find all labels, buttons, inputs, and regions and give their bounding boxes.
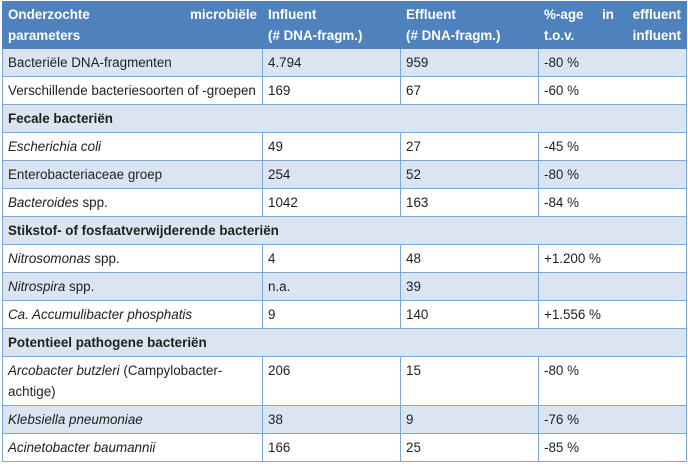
row-influent: 49: [263, 133, 401, 161]
row-percentage: -80 %: [539, 49, 687, 77]
row-influent: 9: [263, 301, 401, 329]
row-effluent: 48: [401, 245, 539, 273]
row-influent: 169: [263, 77, 401, 105]
row-effluent: 9: [401, 406, 539, 434]
table-row: [3, 301, 687, 329]
row-influent: n.a.: [263, 273, 401, 301]
row-percentage: -80 %: [539, 357, 687, 406]
row-influent: 166: [263, 434, 401, 462]
row-effluent: 52: [401, 161, 539, 189]
header-percentage: %-age in effluent t.o.v. influent: [539, 2, 687, 49]
section-title: Potentieel pathogene bacteriën: [3, 329, 687, 357]
table-row: [3, 273, 687, 301]
row-influent: 4: [263, 245, 401, 273]
row-effluent: 39: [401, 273, 539, 301]
row-effluent: 25: [401, 434, 539, 462]
row-name: Verschillende bacteriesoorten of -groepen: [3, 77, 263, 105]
row-effluent: 67: [401, 77, 539, 105]
table-row: [3, 245, 687, 273]
table-row: [3, 406, 687, 434]
table-row: [3, 161, 687, 189]
row-effluent: 959: [401, 49, 539, 77]
table-row: [3, 434, 687, 462]
row-name: Klebsiella pneumoniae: [3, 406, 263, 434]
row-percentage: -76 %: [539, 406, 687, 434]
row-effluent: 163: [401, 189, 539, 217]
row-percentage: -80 %: [539, 161, 687, 189]
row-percentage: +1.200 %: [539, 245, 687, 273]
header-parameters: Onderzochte microbiële parameters: [3, 2, 263, 49]
row-percentage: -85 %: [539, 434, 687, 462]
table-row: [3, 77, 687, 105]
header-row: [3, 2, 687, 49]
section-title: Fecale bacteriën: [3, 105, 687, 133]
row-name: Bacteroides spp.: [3, 189, 263, 217]
table-row: [3, 357, 687, 406]
row-influent: 4.794: [263, 49, 401, 77]
row-name: Bacteriële DNA-fragmenten: [3, 49, 263, 77]
table-row: [3, 49, 687, 77]
row-name: Nitrosomonas spp.: [3, 245, 263, 273]
row-percentage: [539, 273, 687, 301]
section-row: [3, 105, 687, 133]
row-name: Escherichia coli: [3, 133, 263, 161]
row-influent: 254: [263, 161, 401, 189]
row-name: Acinetobacter baumannii: [3, 434, 263, 462]
row-name: Nitrospira spp.: [3, 273, 263, 301]
row-effluent: 27: [401, 133, 539, 161]
row-influent: 206: [263, 357, 401, 406]
table-row: [3, 133, 687, 161]
section-row: [3, 329, 687, 357]
table-row: [3, 189, 687, 217]
section-title: Stikstof- of fosfaatverwijderende bacteriën: [3, 217, 687, 245]
row-name: Enterobacteriaceae groep: [3, 161, 263, 189]
row-name: Ca. Accumulibacter phosphatis: [3, 301, 263, 329]
row-percentage: +1.556 %: [539, 301, 687, 329]
row-influent: 1042: [263, 189, 401, 217]
row-influent: 38: [263, 406, 401, 434]
row-percentage: -84 %: [539, 189, 687, 217]
header-effluent: Effluent (# DNA-fragm.): [401, 2, 539, 49]
row-effluent: 15: [401, 357, 539, 406]
row-name: Arcobacter butzleri (Campylobacter-achtige): [3, 357, 263, 406]
microbial-parameters-table: [2, 1, 687, 462]
row-effluent: 140: [401, 301, 539, 329]
section-row: [3, 217, 687, 245]
header-influent: Influent (# DNA-fragm.): [263, 2, 401, 49]
row-percentage: -60 %: [539, 77, 687, 105]
row-percentage: -45 %: [539, 133, 687, 161]
